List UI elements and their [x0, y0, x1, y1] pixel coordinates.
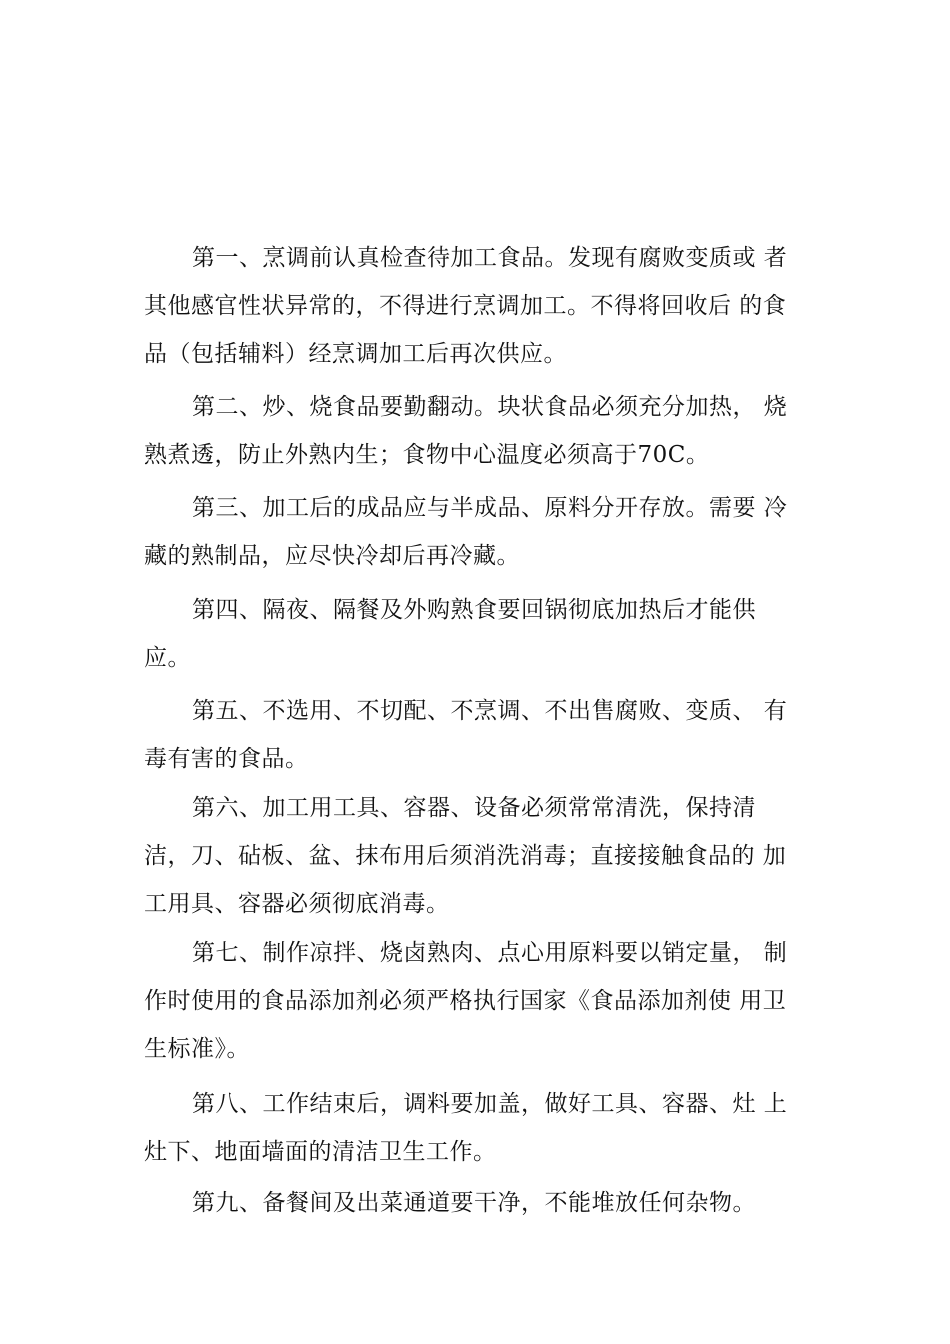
- paragraph-5-line-1: 第五、不选用、不切配、不烹调、不出售腐败、变质、 有: [192, 698, 788, 724]
- paragraph-1-line-1: 第一、烹调前认真检查待加工食品。发现有腐败变质或 者: [192, 245, 788, 271]
- paragraph-9-line-1: 第九、备餐间及出菜通道要干净，不能堆放任何杂物。: [192, 1190, 756, 1216]
- paragraph-4-line-1: 第四、隔夜、隔餐及外购熟食要回锅彻底加热后才能供: [192, 597, 756, 623]
- paragraph-2-line-2: 熟煮透，防止外熟内生；食物中心温度必须高于70C。: [144, 442, 710, 468]
- paragraph-1-line-2: 其他感官性状异常的，不得进行烹调加工。不得将回收后 的食: [144, 293, 787, 319]
- paragraph-6-line-3: 工用具、容器必须彻底消毒。: [144, 891, 450, 917]
- paragraph-8-line-1: 第八、工作结束后，调料要加盖，做好工具、容器、灶 上: [192, 1091, 788, 1117]
- paragraph-7-line-1: 第七、制作凉拌、烧卤熟肉、点心用原料要以销定量， 制: [192, 940, 788, 966]
- paragraph-2-line-1: 第二、炒、烧食品要勤翻动。块状食品必须充分加热， 烧: [192, 394, 788, 420]
- paragraph-6-line-1: 第六、加工用工具、容器、设备必须常常清洗，保持清: [192, 795, 756, 821]
- paragraph-3-line-1: 第三、加工后的成品应与半成品、原料分开存放。需要 冷: [192, 495, 788, 521]
- paragraph-4-line-2: 应。: [144, 645, 191, 671]
- paragraph-8-line-2: 灶下、地面墙面的清洁卫生工作。: [144, 1139, 497, 1165]
- paragraph-5-line-2: 毒有害的食品。: [144, 746, 309, 772]
- paragraph-7-line-3: 生标准》。: [144, 1036, 250, 1062]
- paragraph-7-line-2: 作时使用的食品添加剂必须严格执行国家《食品添加剂使 用卫: [144, 988, 787, 1014]
- paragraph-6-line-2: 洁，刀、砧板、盆、抹布用后须消洗消毒；直接接触食品的 加: [144, 843, 787, 869]
- paragraph-1-line-3: 品（包括辅料）经烹调加工后再次供应。: [144, 341, 567, 367]
- paragraph-3-line-2: 藏的熟制品，应尽快冷却后再冷藏。: [144, 543, 520, 569]
